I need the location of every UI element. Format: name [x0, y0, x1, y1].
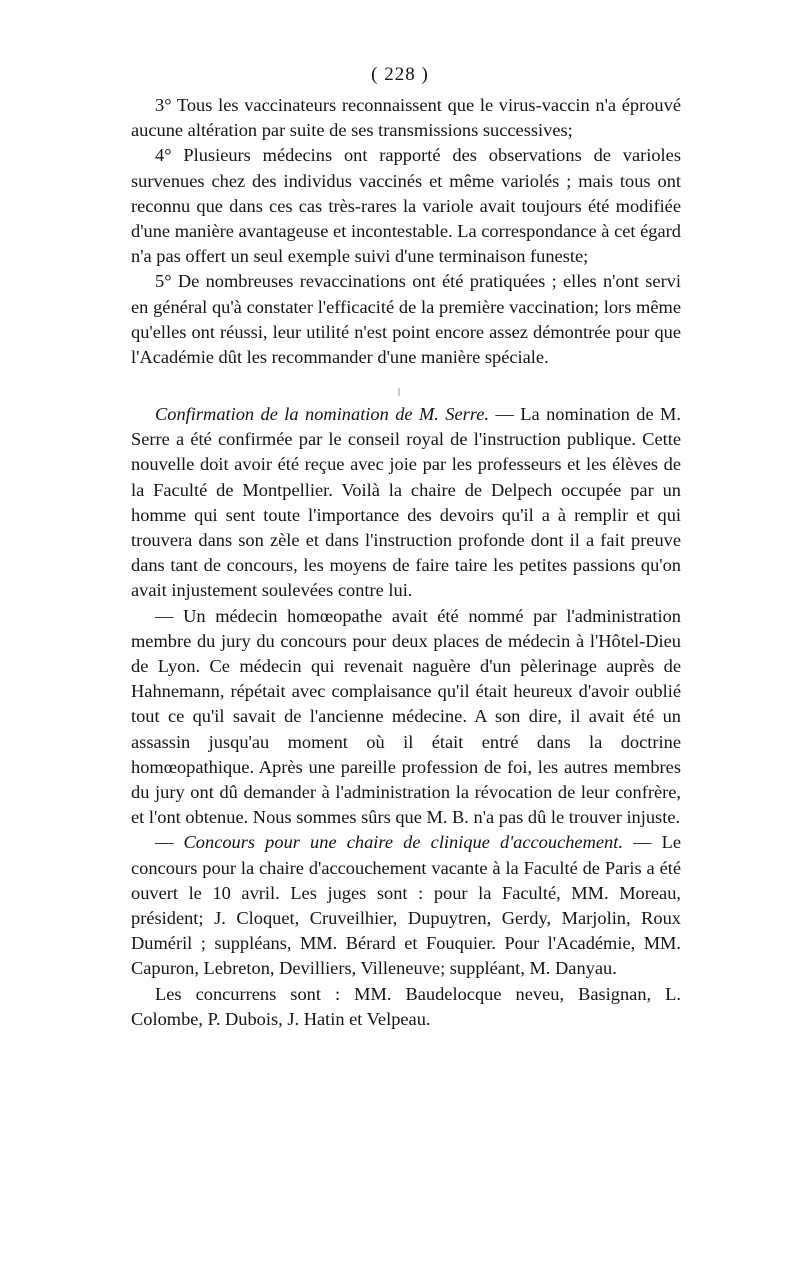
news-paragraph-dash: — [155, 832, 184, 853]
news-paragraph [131, 982, 681, 1032]
news-section [131, 402, 681, 1032]
news-paragraph [131, 604, 681, 831]
news-paragraph-text: Les concurrens sont : MM. Baudelocque neveu, Basignan, L. Colombe, P. Dubois, J. Hatin et Velpeau. [131, 983, 681, 1029]
numbered-conclusions [131, 93, 681, 370]
page-number: ( 228 ) [371, 64, 429, 85]
news-paragraph-text: Un médecin homœopathe avait été nommé par l'administration membre du jury du concours pour deux places de médecin à l'Hôtel-Dieu de Lyon. Ce médecin qui revenait naguère d'un pèlerinage auprès de Hahnemann, répétait avec complaisance qu'il était heureux d'avoir oublié tout ce qu'il savait de l'ancienne médecine. A son dire, il avait été un assassin jusqu'au moment où il était entré dans la doctrine homœopathique. Après une pareille profession de foi, les autres membres du jury ont dû demander à l'administration la révocation de leur confrère, et l'ont obtenue. Nous sommes sûrs que M. B. n'a pas dû le trouver injuste. [131, 605, 681, 828]
news-paragraph [131, 402, 681, 604]
news-heading: Confirmation de la nomination de M. Serre. [155, 404, 490, 424]
news-heading: Concours pour une chaire de clinique d'accouchement. [183, 832, 623, 853]
news-paragraph-text: — Le concours pour la chaire d'accouchement vacante à la Faculté de Paris a été ouvert le 10 avril. Les juges sont : pour la Faculté, MM. Moreau, président; J. Cloquet, Cruveilhier, Dupuytren, Gerdy, Marjolin, Roux Duméril ; suppléans, MM. Bérard et Fouquier. Pour l'Académie, MM. Capuron, Lebreton, Devilliers, Villeneuve; suppléant, M. Danyau. [131, 832, 682, 979]
news-paragraph [131, 830, 681, 981]
news-paragraph-dash: — [155, 605, 184, 626]
conclusion-item-4: 4° Plusieurs médecins ont rapporté des observations de varioles survenues chez des individus vaccinés et même variolés ; mais tous ont reconnu que dans ces cas très-rares la variole avait toujours été modifiée d'une manière avantageuse et incontestable. La correspondance à cet égard n'a pas offert un seul exemple suivi d'une terminaison funeste; [131, 145, 681, 267]
conclusion-item-3: 3° Tous les vaccinateurs reconnaissent que le virus-vaccin n'a éprouvé aucune altération par suite de ses transmissions successives; [131, 95, 681, 141]
section-divider [398, 388, 400, 396]
conclusion-item-5: 5° De nombreuses revaccinations ont été pratiquées ; elles n'ont servi en général qu'à constater l'efficacité de la première vaccination; lors même qu'elles ont réussi, leur utilité n'est point encore assez démontrée pour que l'Académie dût les recommander d'une manière spéciale. [131, 271, 681, 368]
news-paragraph-text: — La nomination de M. Serre a été confirmée par le conseil royal de l'instruction publique. Cette nouvelle doit avoir été reçue avec joie par les professeurs et les élèves de la Faculté de Montpellier. Voilà la chaire de Delpech occupée par un homme qui sent toute l'importance des devoirs qu'il a à remplir et qui trouvera dans son zèle et dans l'instruction profonde dont il a fait preuve dans tant de concours, les moyens de faire taire les petites passions qu'on avait injustement soulevées contre lui. [131, 404, 681, 601]
